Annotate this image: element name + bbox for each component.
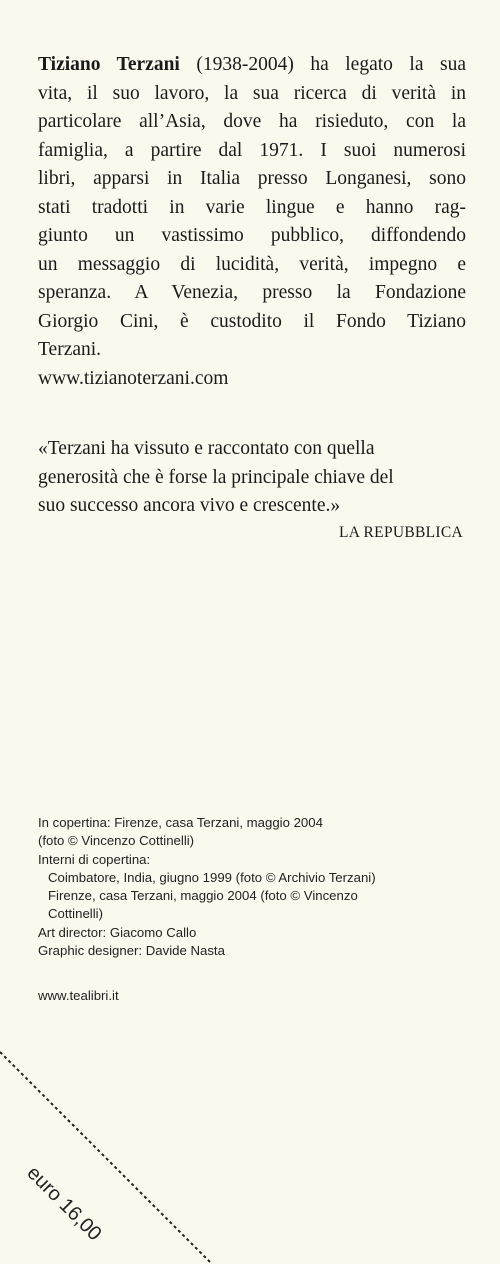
bio-line-3: particolare all’Asia, dove ha risieduto, con la — [38, 111, 466, 132]
credit-inside-label: Interni di copertina: — [38, 851, 151, 867]
credit-graphic-designer: Graphic designer: Davide Nasta — [38, 943, 225, 959]
bio-line-4: famiglia, a partire dal 1971. I suoi numerosi — [38, 139, 466, 161]
author-website: www.tizianoterzani.com — [38, 367, 229, 389]
bio-line-9: speranza. A Venezia, presso la Fondazione — [38, 282, 466, 303]
bio-line-1-rest: (1938-2004) ha legato la sua — [179, 54, 466, 75]
price-label: euro 16,00 — [22, 1162, 106, 1246]
quote-line-3: suo successo ancora vivo e crescente.» — [38, 495, 341, 516]
bio-line-10: Giorgio Cini, è custodito il Fondo Tiziano — [38, 310, 466, 332]
credit-cover-photo: (foto © Vincenzo Cottinelli) — [38, 833, 195, 849]
bio-line-5: libri, apparsi in Italia presso Longanesi, sono — [38, 168, 466, 189]
bio-line-6: stati tradotti in varie lingue e hanno rag- — [38, 196, 466, 218]
bio-line-2: vita, il suo lavoro, la sua ricerca di verità in — [38, 82, 466, 104]
publisher-website: www.tealibri.it — [38, 988, 119, 1003]
quote-line-1: «Terzani ha vissuto e raccontato con quella — [38, 438, 375, 459]
quote-line-2: generosità che è forse la principale chiave del — [38, 466, 394, 488]
credit-inside-2a: Firenze, casa Terzani, maggio 2004 (foto © Vincenzo — [48, 888, 358, 904]
quote-source: LA REPUBBLICA — [338, 524, 463, 541]
credit-cover: In copertina: Firenze, casa Terzani, maggio 2004 — [38, 815, 323, 830]
bio-line-8: un messaggio di lucidità, verità, impegno e — [38, 253, 466, 275]
bio-line-11: Terzani. — [38, 339, 102, 360]
credit-inside-1: Coimbatore, India, giugno 1999 (foto © Archivio Terzani) — [48, 869, 376, 885]
credit-inside-2b: Cottinelli) — [48, 906, 103, 922]
credit-art-director: Art director: Giacomo Callo — [38, 924, 197, 940]
author-name: Tiziano Terzani — [38, 54, 180, 75]
bio-line-7: giunto un vastissimo pubblico, diffondendo — [38, 225, 466, 246]
